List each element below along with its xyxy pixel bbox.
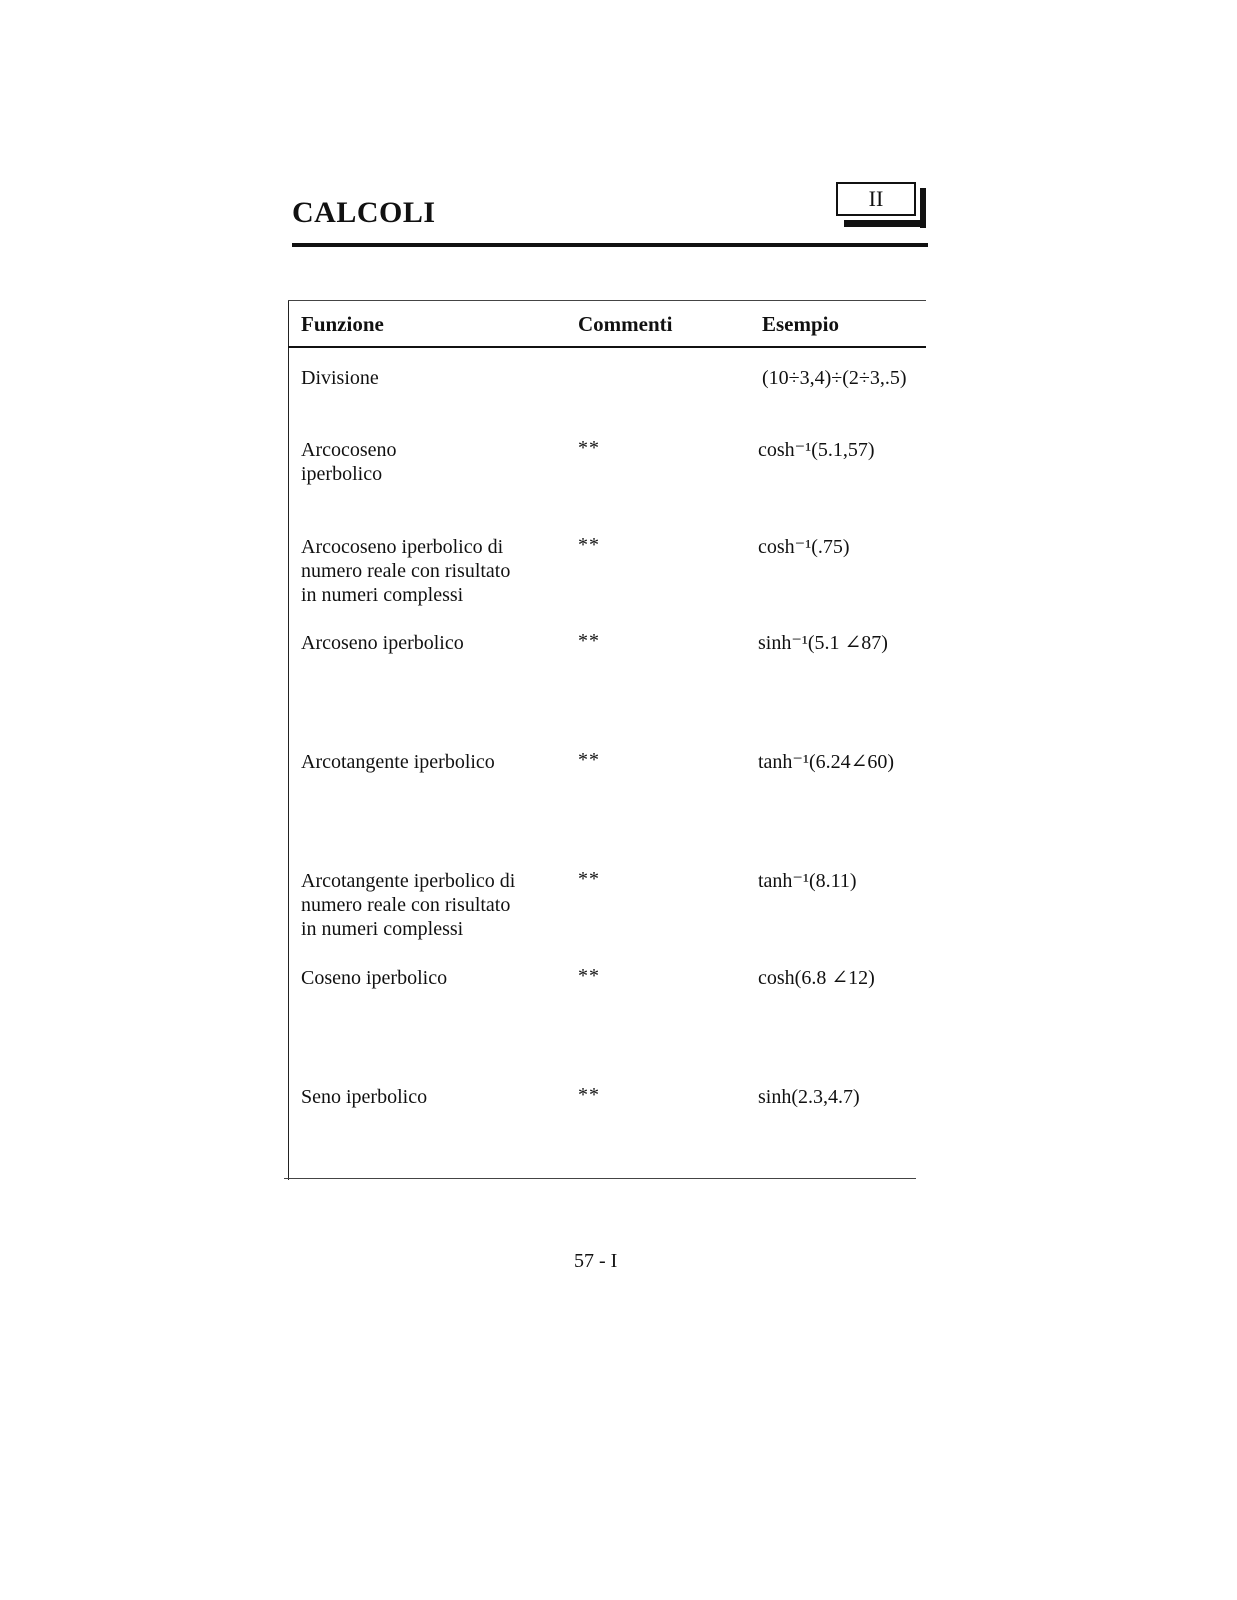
cell-esempio: cosh(6.8 ∠12) <box>758 967 875 989</box>
cell-funzione: Arcotangente iperbolico di numero reale con risultato in numeri complessi <box>301 870 516 940</box>
cell-funzione: Arcocoseno iperbolico <box>301 439 397 485</box>
column-header-funzione: Funzione <box>301 312 384 336</box>
cell-commenti: ** <box>578 1084 600 1106</box>
table-left-border <box>288 300 289 1180</box>
cell-commenti: ** <box>578 630 600 652</box>
cell-commenti: ** <box>578 534 600 556</box>
cell-funzione: Arcotangente iperbolico <box>301 751 495 773</box>
cell-esempio: cosh⁻¹(.75) <box>758 536 850 558</box>
cell-esempio: cosh⁻¹(5.1,57) <box>758 439 875 461</box>
table-bottom-border <box>284 1178 916 1179</box>
table-top-border <box>288 300 926 301</box>
cell-esempio: sinh(2.3,4.7) <box>758 1086 860 1108</box>
cell-esempio: sinh⁻¹(5.1 ∠87) <box>758 632 888 654</box>
cell-esempio: tanh⁻¹(6.24∠60) <box>758 751 895 773</box>
cell-commenti: ** <box>578 749 600 771</box>
chapter-tab <box>836 180 930 230</box>
column-header-commenti: Commenti <box>578 312 673 336</box>
page-title: CALCOLI <box>292 196 436 229</box>
cell-commenti: ** <box>578 965 600 987</box>
cell-funzione: Arcocoseno iperbolico di numero reale con risultato in numeri complessi <box>301 536 511 606</box>
cell-commenti: ** <box>578 868 600 890</box>
cell-funzione: Coseno iperbolico <box>301 967 448 989</box>
chapter-label: II <box>836 182 916 216</box>
table-header-divider <box>288 346 926 348</box>
cell-esempio: tanh⁻¹(8.11) <box>758 870 857 892</box>
chapter-tab-shadow <box>844 220 926 227</box>
title-divider <box>292 243 928 247</box>
cell-funzione: Divisione <box>301 367 379 389</box>
column-header-esempio: Esempio <box>762 312 840 336</box>
cell-commenti: ** <box>578 437 600 459</box>
cell-funzione: Seno iperbolico <box>301 1086 428 1108</box>
page-number: 57 - I <box>574 1250 618 1272</box>
cell-esempio: (10÷3,4)÷(2÷3,.5) <box>762 367 907 389</box>
cell-funzione: Arcoseno iperbolico <box>301 632 464 654</box>
